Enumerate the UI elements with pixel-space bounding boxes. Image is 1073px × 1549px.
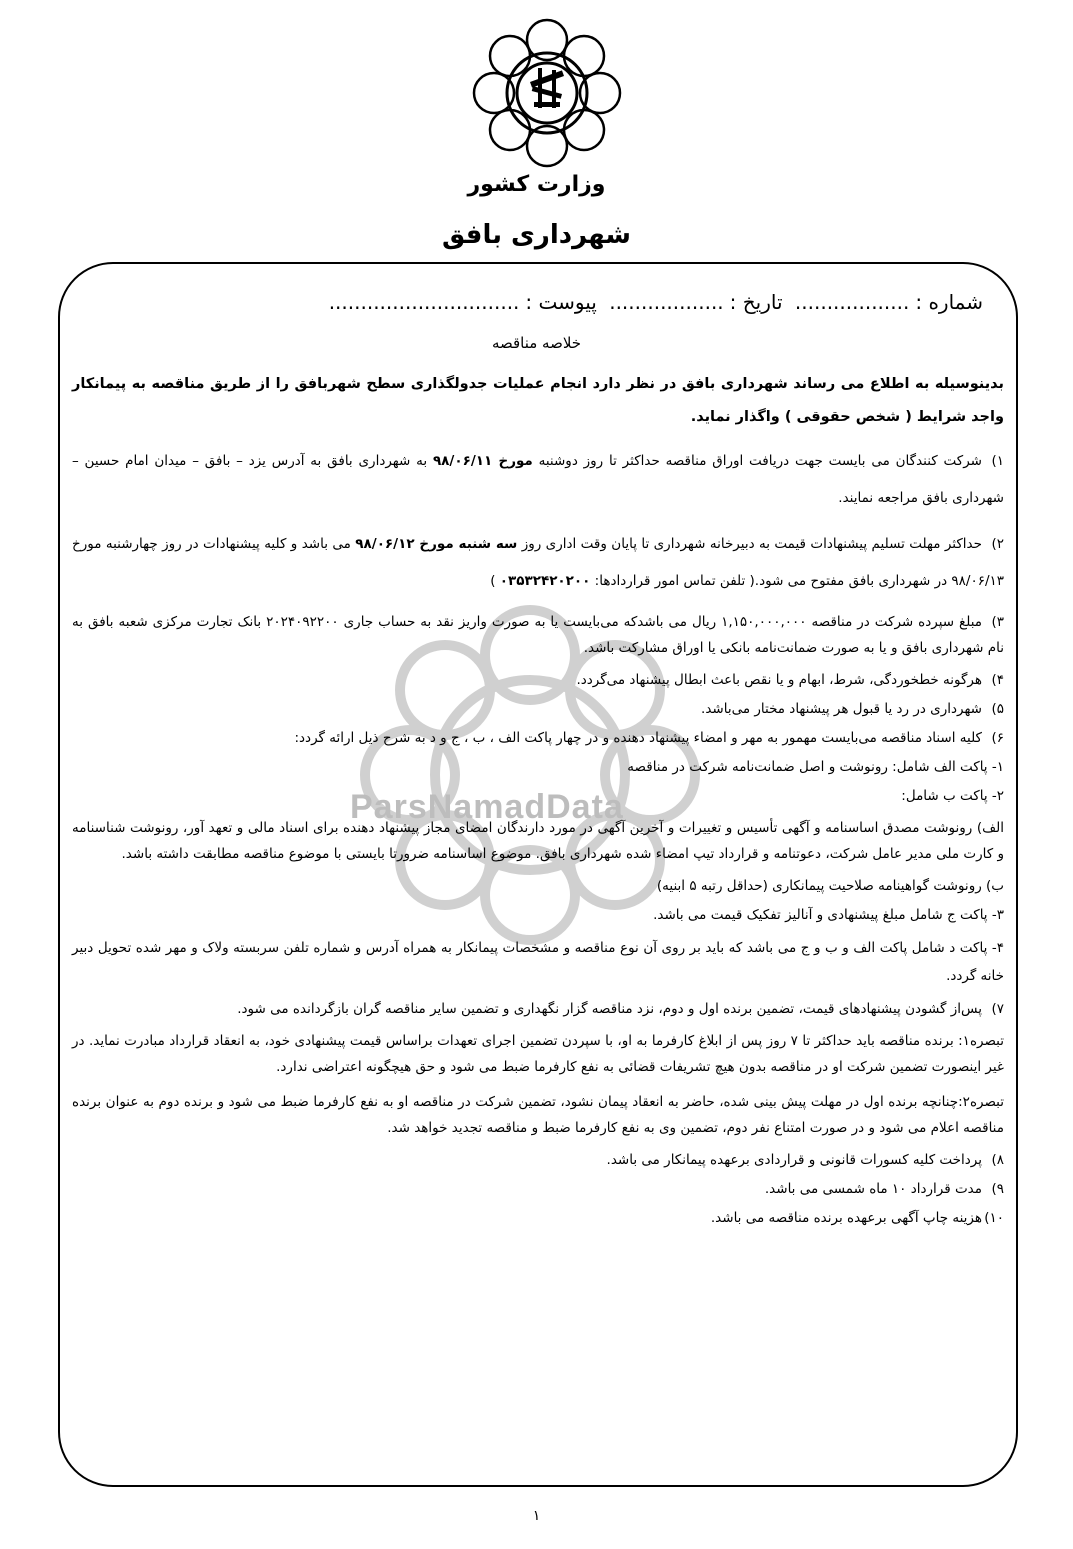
item-6-number: ۶): [991, 730, 1004, 746]
ministry-name: وزارت کشور: [467, 172, 606, 197]
municipality-name: شهرداری بافق: [442, 220, 631, 250]
item-9-text: مدت قرارداد ۱۰ ماه شمسی می باشد.: [764, 1181, 982, 1197]
page-number: ۱: [532, 1508, 541, 1524]
item-3: [72, 609, 1004, 661]
item-4-text: هرگونه خطخوردگی، شرط، ابهام و یا نقص باعث ابطال پیشنهاد می‌گردد.: [576, 672, 982, 688]
item-4: [72, 670, 1004, 690]
item-2-text-c: می باشد و کلیه پیشنهادات در روز چهارشنبه مورخ ۹۸/۰۶/۱۳ در شهرداری بافق مفتوح می شود.( تلفن تماس امور قراردادها:: [72, 536, 1004, 589]
item-7: [72, 999, 1004, 1019]
municipality-emblem-logo: [472, 18, 622, 168]
item-2-text-a: حداکثر مهلت تسلیم پیشنهادات قیمت به دبیرخانه شهرداری تا پایان وقت اداری روز: [517, 536, 982, 552]
item-6-text: کلیه اسناد مناقصه می‌بایست مهمور به مهر و امضاء پیشنهاد دهنده و در چهار پاکت الف ، ب ، ج و د به شرح ذیل ارائه گردد:: [294, 730, 982, 746]
attachment-dots: ..............................: [328, 290, 520, 314]
item-1-text-a: شرکت کنندگان می بایست جهت دریافت اوراق مناقصه حداکثر تا روز دوشنبه: [532, 453, 982, 469]
packet-b-item-a: الف) رونوشت مصدق اساسنامه و آگهی تأسیس و تغییرات و آخرین آگهی در مورد دارندگان امضای مجاز پیشنهاد دهنده برای اسناد مالی و تعهد آور، رونوشت شناسنامه و کارت ملی مدیر عامل شرکت، دعوتنامه و قرارداد تیپ امضاء شده شهرداری بافق. موضوع اساسنامه ضرورتا بایستی با موضوع مناقصه مطابقت داشته باشد.: [72, 820, 1004, 862]
number-dots: ..................: [794, 290, 910, 314]
packet-c: ۳- پاکت ج شامل مبلغ پیشنهادی و آنالیز تفکیک قیمت می باشد.: [653, 907, 1004, 923]
item-2-date: سه شنبه مورخ ۹۸/۰۶/۱۲: [355, 536, 518, 552]
number-label: شماره :: [915, 290, 983, 314]
item-1-date: مورخ ۹۸/۰۶/۱۱: [432, 453, 533, 469]
packet-a: ۱- پاکت الف شامل: رونوشت و اصل ضمانت‌نامه شرکت در مناقصه: [627, 759, 1004, 775]
item-5-number: ۵): [991, 701, 1004, 717]
item-7-number: ۷): [991, 1001, 1004, 1017]
item-9: [72, 1179, 1004, 1199]
item-9-number: ۹): [991, 1181, 1004, 1197]
packet-d: ۴- پاکت د شامل پاکت الف و ب و ج می باشد که باید بر روی آن نوع مناقصه و مشخصات پیمانکار به همراه آدرس و شماره تلفن سربسته ولاک و مهر شده تحویل دبیر خانه گردد.: [72, 940, 1004, 984]
packet-b-item-b: ب) رونوشت گواهینامه صلاحیت پیمانکاری (حداقل رتبه ۵ ابنیه): [656, 878, 1004, 894]
item-2-number: ۲): [991, 536, 1004, 552]
reference-line: [83, 290, 983, 314]
item-5: [72, 699, 1004, 719]
item-10-number: ۱۰): [984, 1210, 1004, 1226]
packet-b: ۲- پاکت ب شامل:: [901, 788, 1004, 804]
date-label: تاریخ :: [729, 290, 783, 314]
item-8-text: پرداخت کلیه کسورات قانونی و قراردادی برعهده پیمانکار می باشد.: [606, 1152, 982, 1168]
item-4-number: ۴): [991, 672, 1004, 688]
item-10-text: هزینه چاپ آگهی برعهده برنده مناقصه می باشد.: [710, 1210, 982, 1226]
item-8-number: ۸): [991, 1152, 1004, 1168]
document-title: خلاصه مناقصه: [491, 334, 582, 352]
item-8: [72, 1150, 1004, 1170]
item-5-text: شهرداری در رد یا قبول هر پیشنهاد مختار می‌باشد.: [701, 701, 982, 717]
item-2-text-e: ): [490, 573, 500, 589]
item-2: [72, 526, 1004, 600]
note-1: تبصره۱: برنده مناقصه باید حداکثر تا ۷ روز پس از ابلاغ کارفرما به او، با سپردن تضمین اجرای تعهدات براساس قیمت پیشنهادی خود، به انعقاد قرارداد مبادرت نماید. در غیر اینصورت تضمین شرکت او در مناقصه بدون هیچ تشریفات قضائی به نفع کارفرما ضبط می شود و حق هیچگونه اعتراضی ندارد.: [72, 1033, 1004, 1075]
item-10: [72, 1208, 1004, 1228]
item-3-number: ۳): [991, 614, 1005, 630]
note-2: تبصره۲:چنانچه برنده اول در مهلت پیش بینی شده، حاضر به انعقاد پیمان نشود، تضمین شرکت در مناقصه او به نفع کارفرما ضبط می شود و برنده دوم به عنوان برنده مناقصه اعلام می شود و در صورت امتناع نفر دوم، تضمین وی به نفع کارفرما ضبط و مناقصه تجدید خواهد شد.: [72, 1094, 1004, 1136]
watermark-text: ParsNamadData: [350, 788, 624, 826]
intro-paragraph: بدینوسیله به اطلاع می رساند شهرداری بافق در نظر دارد انجام عملیات جدولگذاری سطح شهربافق را از طریق مناقصه به پیمانکار واجد شرایط ( شخص حقوقی ) واگذار نماید.: [72, 376, 1004, 425]
date-dots: ..................: [609, 290, 724, 314]
item-3-text: مبلغ سپرده شرکت در مناقصه ۱,۱۵۰,۰۰۰,۰۰۰ ریال می باشدکه می‌بایست یا به صورت واریز نقد به حساب جاری ۲۰۲۴۰۹۲۲۰۰ بانک تجارت مرکزی شعبه بافق به نام شهرداری بافق و یا به صورت ضمانت‌نامه بانکی یا اوراق مشارکت باشد.: [72, 614, 1004, 656]
item-1-number: ۱): [991, 453, 1004, 469]
document-body: [72, 368, 1004, 1237]
item-1: [72, 443, 1004, 517]
item-2-phone: ۰۳۵۳۲۴۲۰۲۰۰: [499, 573, 591, 589]
item-6: [72, 728, 1004, 748]
item-1-text-c: به شهرداری بافق به آدرس یزد – بافق – میدان امام حسین –شهرداری بافق مراجعه نمایند.: [72, 453, 1004, 506]
item-7-text: پس‌از گشودن پیشنهادهای قیمت، تضمین برنده اول و دوم، نزد مناقصه گزار نگهداری و تضمین سایر مناقصه گران بازگردانده می شود.: [237, 1001, 982, 1017]
attachment-label: پیوست :: [525, 290, 597, 314]
